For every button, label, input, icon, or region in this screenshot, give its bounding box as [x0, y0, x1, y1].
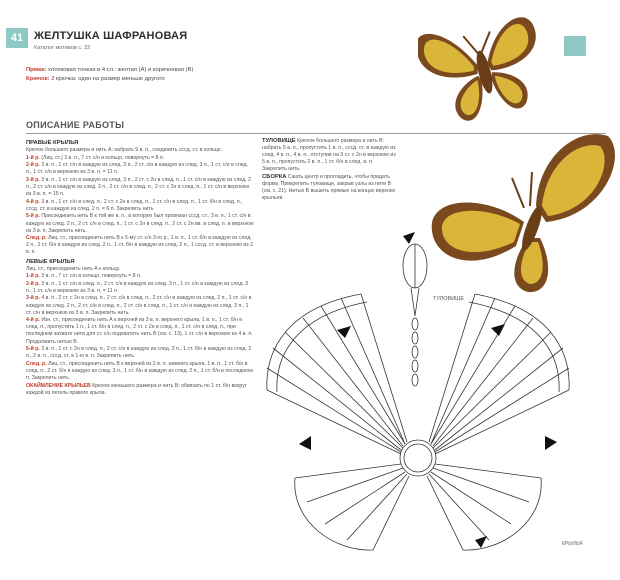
- page-number-badge: 41: [6, 28, 28, 48]
- butterfly-photo-top: [418, 8, 553, 140]
- row-label: 2-й р.: [26, 162, 40, 169]
- row-label: 4-й р.: [26, 198, 40, 205]
- instruction-row: [26, 177, 254, 198]
- assembly-block: [262, 174, 396, 202]
- row-text: 3 в. п., 7 ст. с/н в кольцо, повернуть = 8 п.: [41, 273, 142, 280]
- row-text: 3 в. п., 1 ст. с/н в след. п., 2 ст. с/н в каждую из след. 3 п., 1 ст. с/н в каждую из след. 3 п., 1 ст. с/н в верхнюю из 3 в. п. = 11 п.: [26, 280, 249, 294]
- assembly-heading: СБОРКА: [262, 173, 287, 180]
- row-text: 3 в. п., 1 ст. с/н в след. п., 2 ст. с 2н в след. п., 1 ст. с/н в след. п., 1 ст. б/н в след. п., сссд. ст. в каждую из след. 2 п. = 6 п. Закрепить нить: [26, 198, 243, 212]
- arrow-marker: [299, 436, 311, 450]
- wings-diagram-caption: КРЫЛЬЯ: [562, 541, 583, 547]
- instruction-row: [26, 155, 254, 162]
- row-label: 2-й р.: [26, 280, 40, 287]
- row-label: 4-й р.: [26, 317, 40, 324]
- hook-label: Крючок:: [26, 76, 50, 82]
- body-heading: ТУЛОВИЩЕ: [262, 138, 296, 144]
- assembly-text: Сжать центр и прогладить, чтобы придать форму. Прикрепить туловище, закрыв узлы из нити В (см. с. 21). Нитью В вышить прямые на концах верхних крыльев.: [262, 173, 396, 202]
- row-text: 3 в. п., 1 ст. с/н в каждую из след. 3 п., 2 ст. с 2н в след. п., 1 ст. с/н в каждую из след. 2 п., 2 ст. с/н в каждую из след. 2 п., 2 ст. с/н в след. п., 2 ст. с 2н в след. п., 1 ст. с/н в верхнюю из 3 в. п. = 15 п.: [26, 176, 251, 198]
- row-label: 1-й р.: [26, 273, 40, 280]
- row-text: 3 в. п., 1 ст. с 2н в след. п., 2 ст. с/н в каждую из след. 2 п., 1 ст. б/н в каждую из след. 2 п., 2 в. п., сссд. ст. в 1-ю в. п. Закрепить нить.: [26, 346, 252, 360]
- left-wings-heading: ЛЕВЫЕ КРЫЛЬЯ: [26, 258, 75, 265]
- crochet-chart-diagram: [255, 232, 585, 562]
- yarn-text: хлопковая тонкая в 4 сл.: желтая (А) и коричневая (В): [47, 67, 194, 73]
- edging-heading: ОКАЙМЛЕНИЕ КРЫЛЬЕВ: [26, 382, 91, 389]
- row-label: 3-й р.: [26, 295, 40, 302]
- instruction-row: [26, 317, 254, 345]
- row-label: След. р.: [26, 235, 47, 242]
- arrow-marker: [475, 536, 487, 548]
- instruction-row: [26, 295, 254, 316]
- row-text: Изн. ст., присоединить нить А к верхней из 3 в. п. верхнего крыла, 1 в. п., 1 ст. б/н в след. п., пропустить 1 п., 1 ст. б/н в след. п., 2 ст. с 2н в след. п., 1 ст. с/н в след. п., при последнем захвате нити для ст. с/н подхватить нить В (см. с. 13), 1 ст. с/н в верхнюю из 4 в. п. Продолжить нитью В.: [26, 317, 253, 345]
- materials-block: [26, 66, 326, 84]
- body-diagram-caption: ТУЛОВИЩЕ: [433, 296, 465, 302]
- instructions-left-column: [26, 138, 254, 397]
- row-label: 5-й р.: [26, 346, 40, 353]
- row-text: 4 в. п., 2 ст. с 2н в след. п., 2 ст. с/н в след. п., 2 ст. с/н в каждую из след. 2 п., 1 ст. с/н в каждую из след. 2 п., 2 ст. с/н в след. п., 2 ст. с/н в след. п., 1 ст. с/н в каждую из след. 3 п., 1 ст. с/н в верхнюю из 3 в. п. Закрепить нить.: [26, 295, 252, 316]
- row-label: 5-й р.: [26, 213, 40, 220]
- instruction-row: [26, 273, 254, 280]
- left-wings-intro: Лиц. ст., присоединить нить А к кольцу.: [26, 265, 121, 272]
- body-block: [262, 138, 396, 173]
- instruction-row: [26, 281, 254, 295]
- instruction-row: [26, 213, 254, 234]
- body-text: Крючок большего размера и нить В: набрать 5 в. п., пропустить 1 в. п., сссд. ст. в каждую из след. 4 в. п., 4 в. п., отступив на 3 ст. с 2н в верхнюю из 5 в. п., пропустить 2 в. п., 1 ст. б/н в след. в. п. Закрепить нить.: [262, 138, 396, 173]
- row-text: 3 в. п., 1 ст. с/н в каждую из след. 3 п., 2 ст. с/н в каждую из след. 3 п., 1 ст. с/н в след. п., 1 ст. с/н в верхнюю из 3 в. п. = 11 п.: [26, 162, 249, 176]
- arrow-marker: [545, 436, 557, 450]
- row-label: След. р.: [26, 360, 47, 367]
- row-label: 1-й р.: [26, 154, 40, 161]
- section-title: ОПИСАНИЕ РАБОТЫ: [26, 120, 125, 130]
- center-ring: [400, 440, 436, 476]
- row-text: Лиц. ст., присоединить нить В к 5-му ст. с/н 3-го р., 1 в. п., 1 ст. б/н в каждую из след. 2 п., 2 ст. б/н в каждую из след. 2 п., 1 ст. б/н в каждую из след. 2 п., 1 сссд. ст. в верхнюю из 2 в. п.: [26, 235, 254, 256]
- edging-text: Крючок меньшего размера и нить В: обвязать по 1 ст. б/н вокруг каждой из петель правого крыла.: [26, 382, 247, 396]
- instruction-row: [26, 199, 254, 213]
- row-label: 3-й р.: [26, 176, 40, 183]
- instruction-row: [26, 235, 254, 256]
- right-wings-intro: Крючок большего размера и нить А: набрать 9 в. п., соединить сссд. ст. в кольцо.: [26, 147, 223, 154]
- instructions-right-column: [262, 138, 396, 203]
- row-text: Присоединить нить В к той же в. п., в которую был провязан сссд. ст., 3 в. п., 1 ст. с/н в каждую из след. 2 п., 2 ст. с/н в след. п., 1 ст. с 2н в след. п., 2 ст. с 2н вв. в след. п. и верхнюю из 3 в. п. Закрепить нить.: [26, 213, 254, 234]
- yarn-label: Пряжа:: [26, 67, 47, 73]
- row-text: (Лиц. ст.) 3 в. п., 7 ст. с/н в кольцо, повернуть = 8 п.: [41, 154, 165, 161]
- page-corner-tab: [564, 36, 586, 56]
- instruction-row: [26, 361, 254, 382]
- right-wings-heading: ПРАВЫЕ КРЫЛЬЯ: [26, 140, 79, 146]
- instruction-row: [26, 162, 254, 176]
- instruction-row: [26, 346, 254, 360]
- pattern-subtitle: Каталог мотивов с. 32: [34, 45, 91, 51]
- arrow-marker: [403, 232, 415, 244]
- pattern-title: ЖЕЛТУШКА ШАФРАНОВАЯ: [34, 30, 188, 42]
- arrow-marker: [491, 324, 505, 336]
- row-text: Лиц. ст., присоединить нить В к верхней из 2 в. п. нижнего крыла, 1 в. п., 1 ст. б/н в след. п., 2 ст. б/н в каждую из след. 3 п., 1 ст. б/н в каждую из след. 2 п., 1 ст. б/н в последнюю п. Закрепить нить.: [26, 360, 254, 381]
- hook-text: 2 крючка: один на размер меньше другого: [51, 76, 165, 82]
- edging-block: [26, 383, 254, 397]
